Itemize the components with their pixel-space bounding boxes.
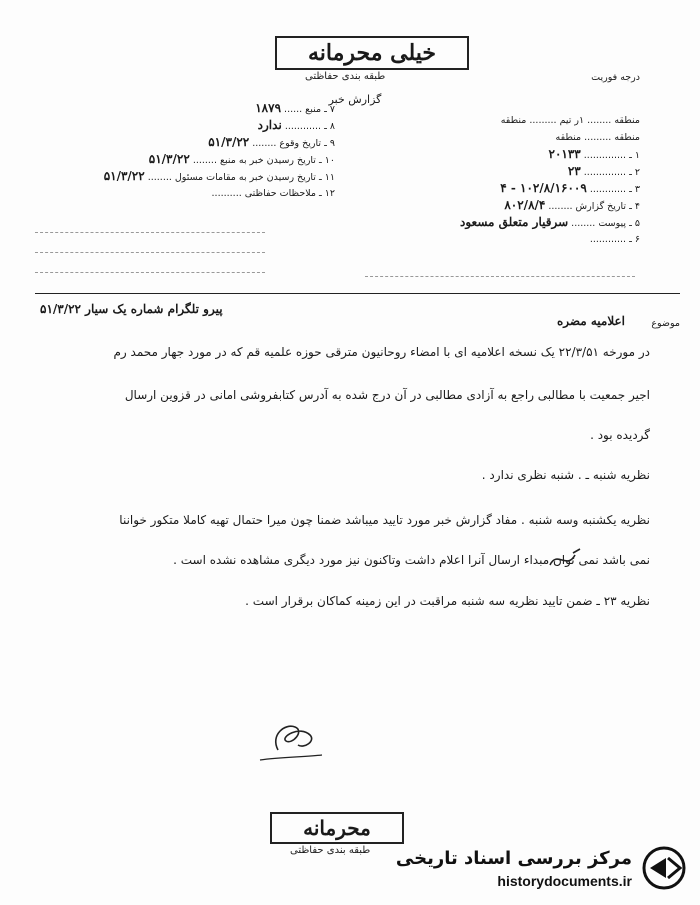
signature-scribble [250,705,330,775]
form-row: ۱۱ ـ تاریخ رسیدن خبر به مقامات مسئول ........ ۵۱/۳/۲۲ [103,169,335,183]
bottom-classification-stamp: محرمانه [270,812,404,844]
classification-stamp: خیلی محرمانه [275,36,469,70]
form-row: ۱۰ ـ تاریخ رسیدن خبر به منبع ........ ۵۱/۳/۲۲ [148,152,335,166]
form-row: ۲ ـ .............. ۲۳ [567,164,640,178]
reference-line: پیرو تلگرام شماره یک سیار ۵۱/۳/۲۲ [40,302,223,316]
body-line: نظریه شنبه ـ . شنبه نظری ندارد . [481,468,650,482]
body-line: گردیده بود . [590,428,650,442]
body-line: در مورخه ۲۲/۳/۵۱ یک نسخه اعلامیه ای با امضاء روحانیون مترقی حوزه علمیه قم که در مورد جهار محمد رم [113,345,650,359]
blank-line [35,272,265,273]
form-row: ۳ ـ ............ ۱۰۲/۸/۱۶۰۰۹ - ۴ [500,181,640,195]
subject-value: اعلامیه مضره [556,314,625,328]
urgency-label: درجه فوریت [591,72,640,83]
blank-line [35,232,265,233]
watermark-url: historydocuments.ir [497,873,632,889]
form-row: ۱۲ ـ ملاحظات حفاظتی .......... [211,188,335,199]
form-row: ۵ ـ پیوست ........ سرقیار متعلق مسعود [460,215,640,229]
body-line: نمی باشد نمی توان مبداء ارسال آنرا اعلام داشت وتاکنون نیز مورد دیگری مشاهده نشده است . [173,553,650,567]
right-form-column [350,112,640,248]
blank-line [35,252,265,253]
left-form-column [35,100,335,202]
body-line: نظریه ۲۳ ـ ضمن تایید نظریه سه شنبه مراقبت در این زمینه کماکان برقرار است . [245,594,650,608]
blank-line [365,276,635,277]
form-row: منطقه ......... منطقه [555,132,640,143]
bottom-stamp-sub: طبقه بندی حفاظتی [290,845,371,856]
form-row: ۹ ـ تاریخ وقوع ........ ۵۱/۳/۲۲ [208,135,335,149]
form-row: ۷ ـ منبع ...... ۱۸۷۹ [255,101,335,115]
margin-mark [545,545,585,575]
report-title: گزارش خبر [328,93,382,106]
section-divider [35,293,680,294]
form-row: منطقه ........ ۱ر تیم ......... منطقه [500,115,640,126]
watermark-logo [392,838,692,900]
watermark-title: مرکز بررسی اسناد تاریخی [395,848,632,869]
form-row: ۶ ـ ............ [589,234,640,245]
subject-label: موضوع [651,318,680,329]
body-line: اجیر جمعیت با مطالبی راجع به آزادی مطالبی در آن درج شده به آدرس کتابفروشی امانی در قزوین ارسال [124,388,650,402]
classification-stamp-sub: طبقه بندی حفاظتی [305,71,386,82]
archive-emblem-icon [640,844,688,892]
form-row: ۱ ـ .............. ۲۰۱۳۳ [548,147,640,161]
form-row: ۸ ـ ............ ندارد [257,118,335,132]
body-line: نظریه یکشنبه وسه شنبه . مفاد گزارش خبر مورد تایید میباشد ضمنا چون میرا حتمال تهیه کاملا متکور خواننا [119,513,650,527]
form-row: ۴ ـ تاریخ گزارش ........ ۸۰۲/۸/۴ [504,198,640,212]
